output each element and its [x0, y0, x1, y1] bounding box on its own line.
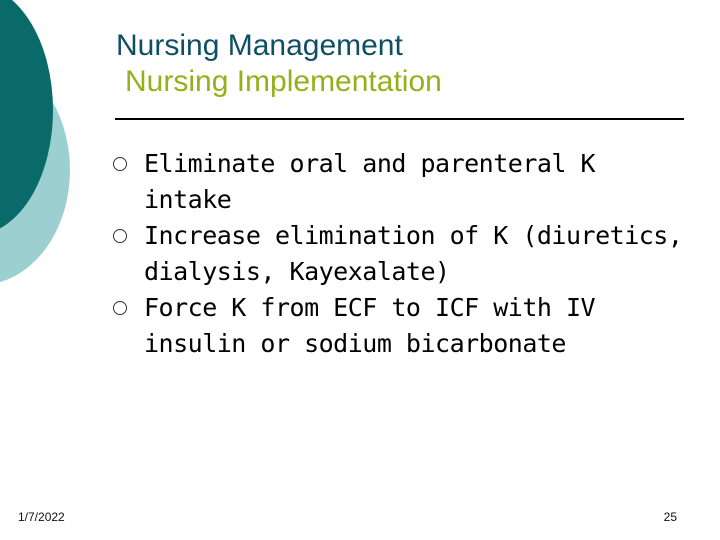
- bullet-item: [113, 218, 693, 290]
- bullet-text: Force K from ECF to ICF with IV insulin or sodium bicarbonate: [144, 293, 596, 358]
- bullet-text: Increase elimination of K (diuretics, dialysis, Kayexalate): [144, 221, 683, 286]
- circle-bullet-icon: [113, 301, 127, 315]
- slide-date: 1/7/2022: [18, 510, 65, 524]
- bullet-text: Eliminate oral and parenteral K intake: [144, 149, 596, 214]
- circle-bullet-icon: [113, 229, 127, 243]
- bullet-item: [113, 146, 693, 218]
- page-number: 25: [663, 510, 677, 524]
- bullet-item: [113, 290, 693, 362]
- title-divider: [115, 118, 684, 120]
- bullet-list: [113, 146, 693, 362]
- slide-title: [116, 28, 442, 100]
- title-main: Nursing Management: [116, 29, 403, 62]
- title-subtitle: Nursing Implementation: [125, 65, 442, 98]
- decorative-circles: [0, 0, 80, 300]
- circle-bullet-icon: [113, 157, 127, 171]
